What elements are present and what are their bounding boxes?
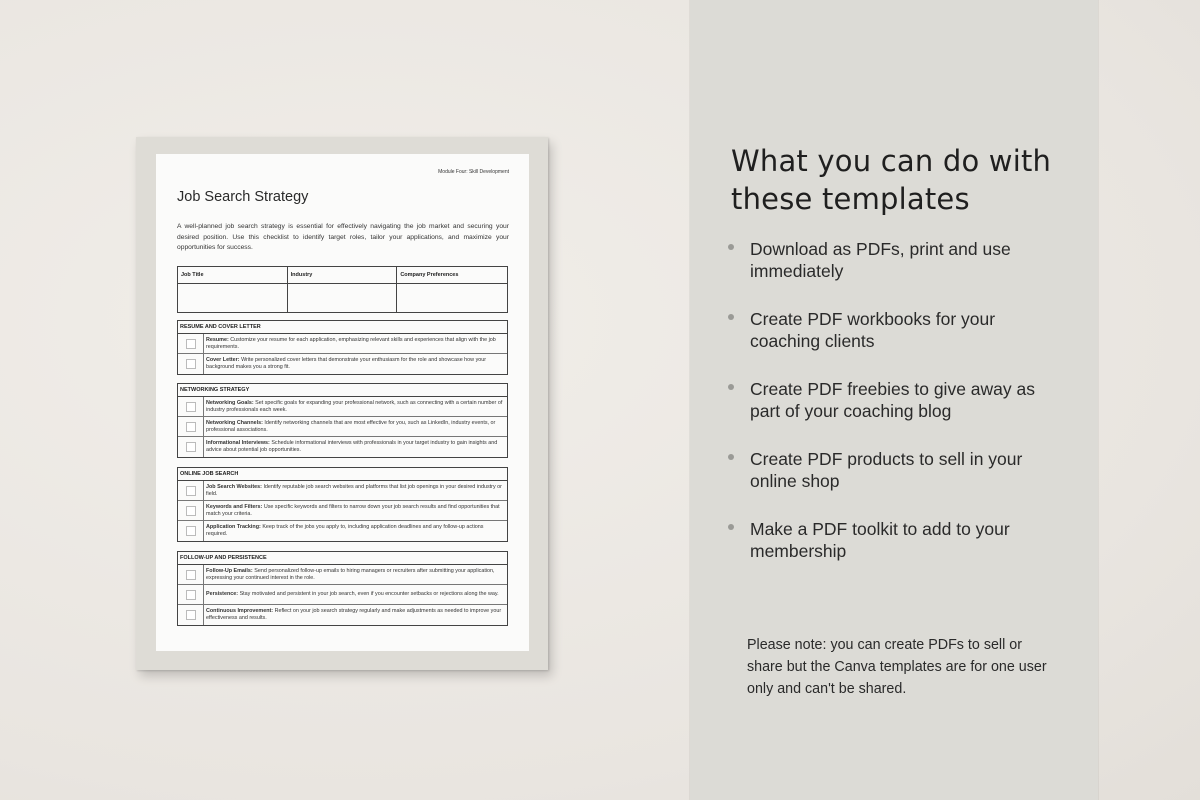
checklist-item: [178, 605, 507, 625]
item-text: Send personalized follow-up emails to hiring managers or recruiters after submitting your application, expressing your continued interest in the role.: [206, 567, 495, 581]
list-item: [728, 238, 1068, 282]
list-item: [728, 378, 1068, 422]
section-networking: [177, 383, 508, 458]
checkbox: [186, 339, 196, 349]
checkbox: [186, 359, 196, 369]
item-text: Schedule informational interviews with professionals in your target industry to gain insights and advice about potential job opportunities.: [206, 440, 498, 453]
checklist-item: [178, 397, 507, 417]
section-heading: FOLLOW-UP AND PERSISTENCE: [178, 552, 507, 565]
checklist-item: [178, 501, 507, 521]
item-label: Application Tracking:: [206, 524, 261, 531]
item-label: Continuous Improvement:: [206, 608, 274, 615]
checkbox: [186, 486, 196, 496]
checklist-item: [178, 585, 507, 605]
item-label: Networking Channels:: [206, 419, 263, 426]
checklist-item: [178, 334, 507, 354]
item-label: Cover Letter:: [206, 357, 240, 364]
checkbox: [186, 590, 196, 600]
item-text: Customize your resume for each application, emphasizing relevant skills and experiences that align with the job requirements.: [206, 336, 496, 350]
panel-title: What you can do with these templates: [731, 144, 1052, 216]
item-label: Persistence:: [206, 591, 239, 598]
checklist-item: [178, 521, 507, 541]
list-item-text: Download as PDFs, print and use immediately: [750, 239, 1011, 281]
section-heading: RESUME AND COVER LETTER: [178, 321, 507, 334]
checklist-item: [178, 354, 507, 374]
item-text: Stay motivated and persistent in your job search, even if you encounter setbacks or rejections along the way.: [239, 591, 499, 598]
item-label: Job Search Websites:: [206, 483, 262, 490]
section-resume: [177, 320, 508, 375]
item-label: Follow-Up Emails:: [206, 567, 253, 574]
checklist-item: [178, 565, 507, 585]
checklist-item: [178, 417, 507, 437]
feature-list: [728, 238, 1068, 588]
table-header-company-preferences: Company Preferences: [397, 267, 507, 284]
item-text: Reflect on your job search strategy regularly and make adjustments as needed to improve your effectiveness and results.: [206, 608, 502, 621]
item-label: Resume:: [206, 336, 229, 343]
bullet-dot-icon: [728, 314, 734, 320]
document-title: Job Search Strategy: [177, 189, 309, 205]
checklist-item: [178, 437, 507, 457]
list-item-text: Create PDF workbooks for your coaching clients: [750, 309, 996, 351]
feature-panel: [690, 0, 1098, 800]
list-item: [728, 308, 1068, 352]
checkbox: [186, 570, 196, 580]
item-text: Set specific goals for expanding your professional network, such as connecting with a certain number of industry professionals each week.: [206, 399, 503, 413]
section-follow-up: [177, 551, 508, 626]
list-item: [728, 518, 1068, 562]
checkbox: [186, 442, 196, 452]
table-header-job-title: Job Title: [178, 267, 288, 284]
list-item-text: Make a PDF toolkit to add to your membership: [750, 519, 1010, 561]
document-intro: A well-planned job search strategy is essential for effectively navigating the job market and securing your desired position. Use this checklist to identify target roles, tailor your applications, and maximize your opportunities for success.: [177, 223, 509, 251]
bullet-dot-icon: [728, 244, 734, 250]
item-label: Networking Goals:: [206, 399, 254, 406]
bullet-dot-icon: [728, 454, 734, 460]
checkbox: [186, 506, 196, 516]
checkbox: [186, 402, 196, 412]
item-label: Informational Interviews:: [206, 440, 270, 447]
checkbox: [186, 422, 196, 432]
item-text: Identify reputable job search websites and platforms that list job openings in your desired industry or field.: [206, 483, 502, 497]
checkbox: [186, 610, 196, 620]
module-label: Module Four: Skill Development: [438, 169, 509, 175]
item-text: Keep track of the jobs you apply to, including application deadlines and any follow-up actions required.: [206, 524, 484, 537]
section-heading: ONLINE JOB SEARCH: [178, 468, 507, 481]
table-cell-job-title: [178, 284, 288, 312]
bullet-dot-icon: [728, 524, 734, 530]
document-page: [156, 154, 529, 651]
list-item: [728, 448, 1068, 492]
list-item-text: Create PDF products to sell in your online shop: [750, 449, 1023, 491]
table-header-industry: Industry: [288, 267, 398, 284]
item-label: Keywords and Filters:: [206, 503, 263, 510]
list-item-text: Create PDF freebies to give away as part of your coaching blog: [750, 379, 1035, 421]
job-info-table: [177, 266, 508, 313]
item-text: Identify networking channels that are most effective for you, such as LinkedIn, industry events, or professional associations.: [206, 419, 496, 433]
checklist-item: [178, 481, 507, 501]
section-heading: NETWORKING STRATEGY: [178, 384, 507, 397]
bullet-dot-icon: [728, 384, 734, 390]
table-cell-industry: [288, 284, 398, 312]
usage-note: Please note: you can create PDFs to sell or share but the Canva templates are for one user only and can't be shared.: [747, 637, 1047, 697]
section-online-search: [177, 467, 508, 542]
table-cell-company-preferences: [397, 284, 507, 312]
item-text: Write personalized cover letters that demonstrate your enthusiasm for the role and showcase how your background makes you a strong fit.: [206, 357, 487, 370]
checkbox: [186, 526, 196, 536]
document-mockup: [136, 137, 548, 670]
item-text: Use specific keywords and filters to narrow down your job search results and find opportunities that match your criteria.: [206, 503, 500, 517]
